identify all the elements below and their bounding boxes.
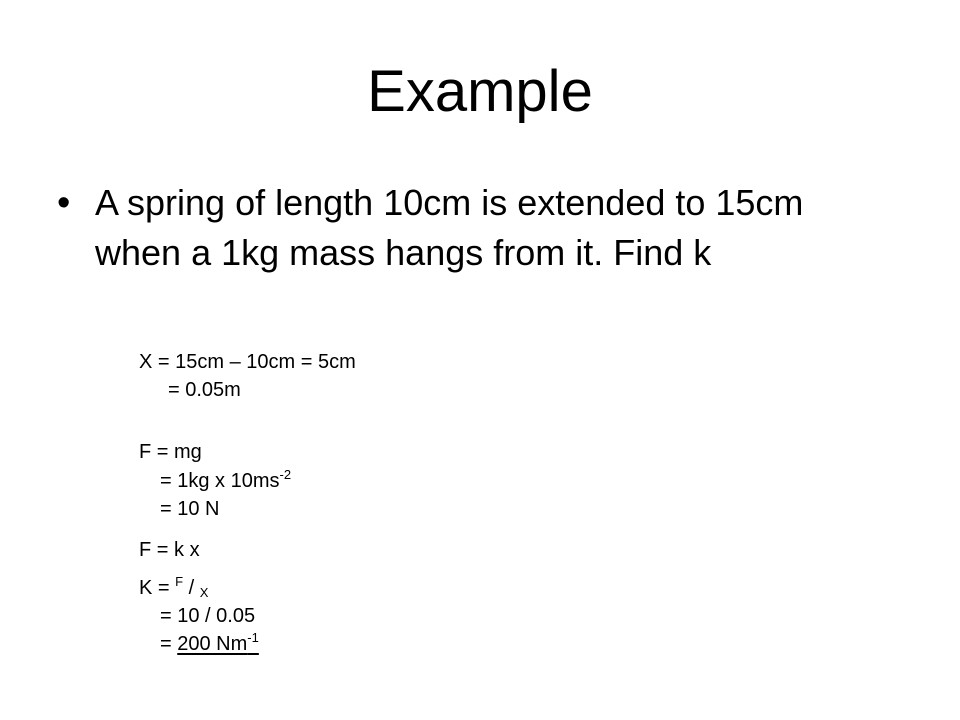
k-line-1-denominator: X [199, 585, 209, 600]
bullet-icon: • [57, 182, 71, 224]
k-answer-base: 200 Nm [177, 633, 248, 655]
k-line-1-slash: / [183, 577, 200, 599]
k-line-2: = 10 / 0.05 [160, 605, 256, 627]
extension-line-2: = 0.05m [168, 379, 241, 401]
force-line-2-base: = 1kg x 10ms [160, 470, 280, 492]
force-line-3: = 10 N [160, 498, 220, 520]
slide-title: Example [367, 59, 593, 124]
bullet-item [57, 178, 857, 278]
k-line-3-prefix: = [160, 633, 178, 655]
force-line-2-exponent: -2 [279, 467, 292, 482]
extension-line-1: X = 15cm – 10cm = 5cm [139, 351, 356, 373]
force-line-2 [160, 469, 291, 493]
bullet-text: A spring of length 10cm is extended to 15cm when a 1kg mass hangs from it. Find k [95, 182, 804, 273]
k-line-3 [160, 632, 259, 656]
k-line-1 [139, 576, 208, 600]
k-answer [177, 630, 259, 655]
force-line-1: F = mg [139, 441, 202, 463]
hooke-law: F = k x [139, 539, 200, 561]
k-line-1-numerator: F [175, 574, 184, 589]
k-line-1-prefix: K = [139, 577, 176, 599]
k-answer-exponent: -1 [247, 630, 259, 645]
